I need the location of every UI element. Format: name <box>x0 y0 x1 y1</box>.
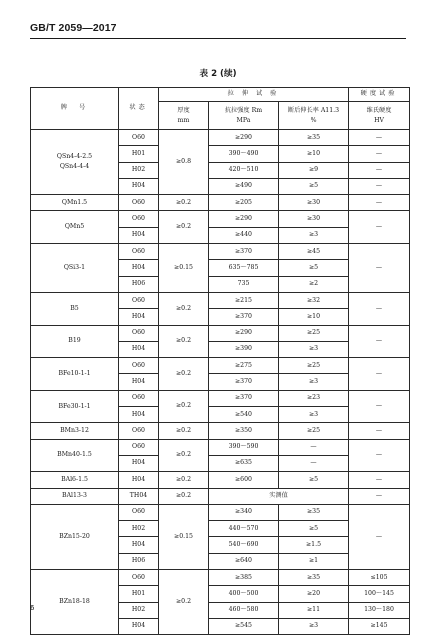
cell-state: H04 <box>119 472 159 488</box>
cell-strength: ≥205 <box>209 195 279 211</box>
cell-state: TH04 <box>119 488 159 504</box>
cell-thickness: ≥0.2 <box>159 472 209 488</box>
cell-hardness: — <box>349 244 410 293</box>
cell-strength: 390～490 <box>209 146 279 162</box>
cell-state: H06 <box>119 553 159 569</box>
cell-hardness: — <box>349 162 410 178</box>
cell-grade: QMn1.5 <box>31 195 119 211</box>
cell-thickness: ≥0.15 <box>159 504 209 569</box>
cell-elongation: ≥5 <box>279 521 349 537</box>
cell-state: O60 <box>119 195 159 211</box>
cell-elongation: ≥1 <box>279 553 349 569</box>
page-number: 6 <box>30 604 35 612</box>
cell-strength: 420～510 <box>209 162 279 178</box>
cell-strength: ≥390 <box>209 341 279 357</box>
cell-hardness: — <box>349 423 410 439</box>
cell-hardness: 100～145 <box>349 586 410 602</box>
col-hardness: 维氏硬度 HV <box>349 102 410 130</box>
cell-strength: ≥440 <box>209 227 279 243</box>
cell-strength: 400～500 <box>209 586 279 602</box>
cell-grade: QMn5 <box>31 211 119 244</box>
header-rule <box>30 38 406 39</box>
cell-hardness: ≥145 <box>349 618 410 634</box>
cell-elongation: ≥23 <box>279 390 349 406</box>
cell-strength: ≥370 <box>209 244 279 260</box>
cell-elongation: ≥32 <box>279 292 349 308</box>
cell-hardness: — <box>349 325 410 358</box>
cell-state: H01 <box>119 586 159 602</box>
cell-state: O60 <box>119 423 159 439</box>
cell-thickness: ≥0.2 <box>159 292 209 325</box>
cell-hardness: — <box>349 358 410 391</box>
cell-elongation: ≥25 <box>279 325 349 341</box>
cell-elongation: ≥5 <box>279 178 349 194</box>
cell-state: O60 <box>119 358 159 374</box>
cell-strength: ≥215 <box>209 292 279 308</box>
cell-state: H04 <box>119 374 159 390</box>
cell-elongation: ≥3 <box>279 407 349 423</box>
cell-state: H02 <box>119 162 159 178</box>
cell-strength: ≥340 <box>209 504 279 520</box>
cell-hardness: — <box>349 178 410 194</box>
cell-elongation: ≥5 <box>279 260 349 276</box>
cell-strength: ≥545 <box>209 618 279 634</box>
cell-strength: ≥290 <box>209 211 279 227</box>
cell-state: O60 <box>119 439 159 455</box>
cell-strength: ≥290 <box>209 325 279 341</box>
cell-hardness: — <box>349 439 410 472</box>
cell-grade: BZn18-18 <box>31 570 119 635</box>
cell-state: O60 <box>119 325 159 341</box>
table-row <box>31 325 410 341</box>
cell-elongation: ≥35 <box>279 504 349 520</box>
cell-elongation: ≥35 <box>279 570 349 586</box>
cell-hardness: — <box>349 472 410 488</box>
cell-state: O60 <box>119 292 159 308</box>
cell-state: O60 <box>119 390 159 406</box>
cell-grade: B5 <box>31 292 119 325</box>
cell-grade: BMn40-1.5 <box>31 439 119 472</box>
cell-thickness: ≥0.2 <box>159 211 209 244</box>
table-row <box>31 390 410 406</box>
table-row <box>31 130 410 146</box>
cell-strength: 440～570 <box>209 521 279 537</box>
cell-hardness: — <box>349 146 410 162</box>
cell-grade: BZn15-20 <box>31 504 119 569</box>
cell-hardness: ≤105 <box>349 570 410 586</box>
cell-state: H06 <box>119 276 159 292</box>
cell-hardness: — <box>349 195 410 211</box>
cell-hardness: — <box>349 292 410 325</box>
cell-thickness: ≥0.2 <box>159 570 209 635</box>
col-tensile-group: 拉 伸 试 验 <box>159 88 349 102</box>
cell-grade: BAl6-1.5 <box>31 472 119 488</box>
cell-elongation: ≥25 <box>279 358 349 374</box>
col-elongation: 断后伸长率 A11.3 % <box>279 102 349 130</box>
cell-elongation: ≥35 <box>279 130 349 146</box>
cell-elongation: — <box>279 439 349 455</box>
table-row <box>31 439 410 455</box>
cell-state: H04 <box>119 341 159 357</box>
cell-state: H04 <box>119 537 159 553</box>
table-row <box>31 211 410 227</box>
cell-state: H02 <box>119 602 159 618</box>
cell-elongation: ≥2 <box>279 276 349 292</box>
cell-hardness: 130～180 <box>349 602 410 618</box>
cell-strength: ≥490 <box>209 178 279 194</box>
cell-strength: ≥385 <box>209 570 279 586</box>
col-thickness: 厚度 mm <box>159 102 209 130</box>
cell-state: H04 <box>119 407 159 423</box>
cell-strength: ≥540 <box>209 407 279 423</box>
col-grade: 牌 号 <box>31 88 119 130</box>
cell-strength: ≥370 <box>209 390 279 406</box>
cell-state: O60 <box>119 211 159 227</box>
cell-grade: BFe10-1-1 <box>31 358 119 391</box>
cell-state: H04 <box>119 178 159 194</box>
cell-grade: BFe30-1-1 <box>31 390 119 423</box>
cell-strength: ≥370 <box>209 309 279 325</box>
cell-grade: BAl13-3 <box>31 488 119 504</box>
cell-elongation: ≥25 <box>279 423 349 439</box>
cell-state: O60 <box>119 130 159 146</box>
cell-elongation: ≥10 <box>279 146 349 162</box>
cell-strength: ≥290 <box>209 130 279 146</box>
standard-code: GB/T 2059—2017 <box>30 22 117 34</box>
cell-elongation: ≥9 <box>279 162 349 178</box>
table-row <box>31 358 410 374</box>
cell-state: H04 <box>119 260 159 276</box>
cell-state: O60 <box>119 244 159 260</box>
cell-thickness: ≥0.8 <box>159 130 209 195</box>
cell-strength: ≥350 <box>209 423 279 439</box>
cell-strength: ≥635 <box>209 455 279 471</box>
cell-strength: ≥600 <box>209 472 279 488</box>
cell-strength: 390～590 <box>209 439 279 455</box>
cell-state: H04 <box>119 227 159 243</box>
cell-hardness: — <box>349 488 410 504</box>
cell-state: H04 <box>119 309 159 325</box>
cell-strength: ≥370 <box>209 374 279 390</box>
table-caption: 表 2 (续) <box>199 69 237 79</box>
cell-grade: QSi3-1 <box>31 244 119 293</box>
col-state: 状态 <box>119 88 159 130</box>
cell-elongation: ≥5 <box>279 472 349 488</box>
properties-table <box>30 87 410 635</box>
cell-elongation: ≥1.5 <box>279 537 349 553</box>
cell-elongation: ≥20 <box>279 586 349 602</box>
col-hardness-group: 硬度试验 <box>349 88 410 102</box>
cell-thickness: ≥0.2 <box>159 358 209 391</box>
cell-strength: 635～785 <box>209 260 279 276</box>
cell-thickness: ≥0.2 <box>159 390 209 423</box>
cell-strength: ≥640 <box>209 553 279 569</box>
cell-grade: B19 <box>31 325 119 358</box>
table-row <box>31 488 410 504</box>
cell-measured-value: 实测值 <box>209 488 349 504</box>
cell-state: O60 <box>119 570 159 586</box>
cell-elongation: ≥11 <box>279 602 349 618</box>
cell-strength: ≥275 <box>209 358 279 374</box>
cell-thickness: ≥0.15 <box>159 244 209 293</box>
cell-strength: 735 <box>209 276 279 292</box>
table-row <box>31 195 410 211</box>
table-row <box>31 292 410 308</box>
cell-thickness: ≥0.2 <box>159 325 209 358</box>
cell-elongation: ≥30 <box>279 195 349 211</box>
cell-hardness: — <box>349 390 410 423</box>
cell-elongation: — <box>279 455 349 471</box>
table-row <box>31 423 410 439</box>
cell-elongation: ≥3 <box>279 374 349 390</box>
cell-hardness: — <box>349 504 410 569</box>
cell-strength: 460～580 <box>209 602 279 618</box>
cell-grade: QSn4-4-2.5 QSn4-4-4 <box>31 130 119 195</box>
col-strength: 抗拉强度 Rm MPa <box>209 102 279 130</box>
cell-thickness: ≥0.2 <box>159 195 209 211</box>
cell-elongation: ≥30 <box>279 211 349 227</box>
cell-state: H04 <box>119 618 159 634</box>
cell-hardness: — <box>349 130 410 146</box>
cell-thickness: ≥0.2 <box>159 423 209 439</box>
table-row <box>31 472 410 488</box>
table-row <box>31 504 410 520</box>
cell-state: O60 <box>119 504 159 520</box>
cell-elongation: ≥3 <box>279 341 349 357</box>
table-row <box>31 570 410 586</box>
cell-state: H01 <box>119 146 159 162</box>
table-row <box>31 244 410 260</box>
cell-state: H02 <box>119 521 159 537</box>
cell-grade: BMn3-12 <box>31 423 119 439</box>
cell-strength: 540～690 <box>209 537 279 553</box>
cell-elongation: ≥3 <box>279 618 349 634</box>
cell-elongation: ≥45 <box>279 244 349 260</box>
cell-elongation: ≥10 <box>279 309 349 325</box>
cell-thickness: ≥0.2 <box>159 439 209 472</box>
cell-thickness: ≥0.2 <box>159 488 209 504</box>
cell-elongation: ≥3 <box>279 227 349 243</box>
cell-hardness: — <box>349 211 410 244</box>
cell-state: H04 <box>119 455 159 471</box>
